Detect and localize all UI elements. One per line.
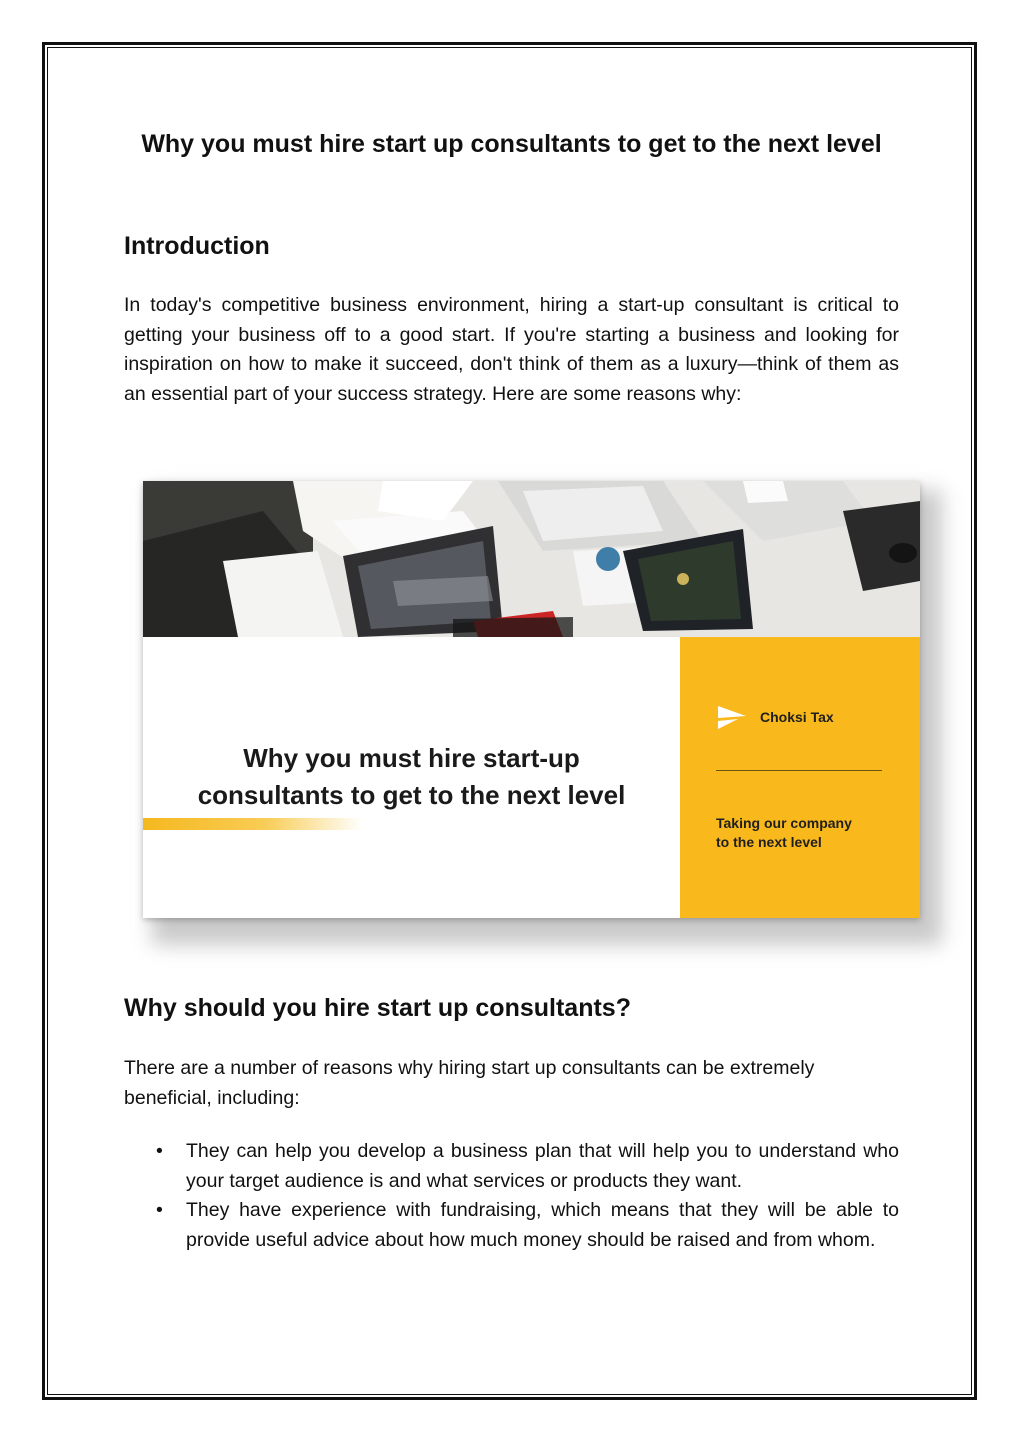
reasons-list (124, 1137, 899, 1255)
choksi-tax-logo-icon (716, 703, 748, 731)
section-heading-introduction: Introduction (124, 232, 270, 260)
banner-accent-bar (143, 818, 363, 830)
office-desk-photo (143, 481, 920, 637)
banner-right-panel (680, 637, 920, 918)
introduction-paragraph: In today's competitive business environment, hiring a start-up consultant is critical to getting your business off to a good start. If you're starting a business and looking for inspiration on how to make it succeed, don't think of them as a luxury—think of them as an essential part of your success strategy. Here are some reasons why: (124, 294, 899, 405)
banner-heading-line-1: Why you must hire start-up (243, 743, 580, 773)
banner-heading (143, 740, 680, 814)
brand-name: Choksi Tax (760, 709, 834, 725)
tagline-line-1: Taking our company (716, 815, 852, 831)
list-item-text: They can help you develop a business plan that will help you to understand who your target audience is and what services or products they want. (186, 1140, 899, 1192)
list-item-text: They have experience with fundraising, which means that they will be able to provide useful advice about how much money should be raised and from whom. (186, 1199, 899, 1251)
document-title: Why you must hire start up consultants to get to the next level (141, 130, 882, 158)
why-hire-paragraph: There are a number of reasons why hiring start up consultants can be extremely beneficial, including: (124, 1057, 815, 1109)
tagline-line-2: to the next level (716, 834, 822, 850)
brand-tagline (716, 814, 896, 852)
brand-row (716, 703, 834, 731)
banner-heading-line-2: consultants to get to the next level (197, 780, 626, 810)
banner-left-panel (143, 637, 680, 918)
bullet-icon: • (156, 1199, 163, 1221)
banner-image (143, 481, 920, 918)
brand-divider (716, 770, 882, 771)
section-heading-why-hire: Why should you hire start up consultants? (124, 994, 631, 1022)
bullet-icon: • (156, 1140, 163, 1162)
list-item (124, 1137, 899, 1196)
list-item (124, 1196, 899, 1255)
